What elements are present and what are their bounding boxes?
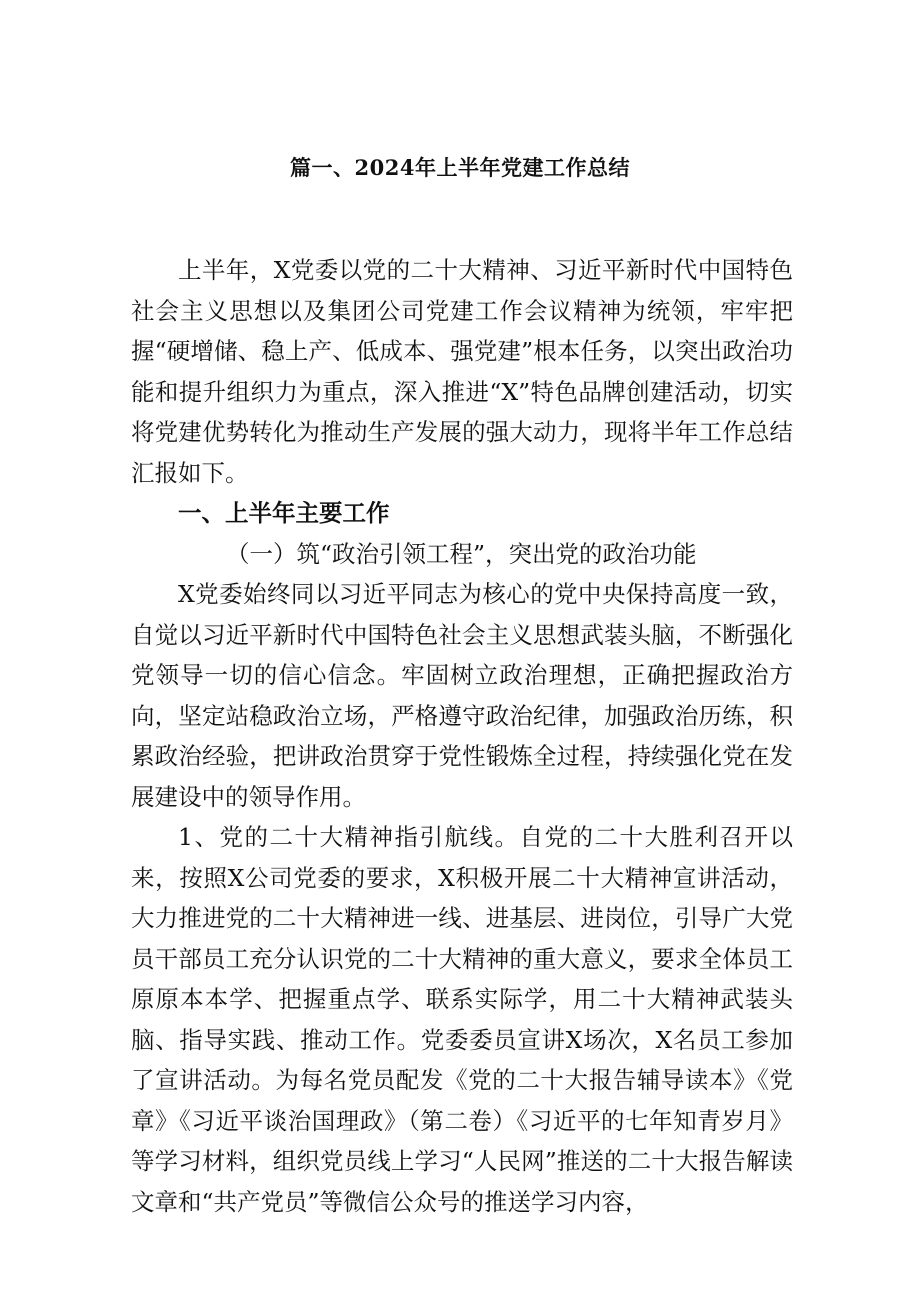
political-leadership-paragraph: X党委始终同以习近平同志为核心的党中央保持高度一致，自觉以习近平新时代中国特色社会主义思想武装头脑，不断强化党领导一切的信心信念。牢固树立政治理想，正确把握政治方向，坚定站稳政治立场，严格遵守政治纪律，加强政治历练，积累政治经验，把讲政治贯穿于党性锻炼全过程，持续强化党在发展建设中的领导作用。 (131, 580, 793, 811)
subsection-heading-political-leadership: （一）筑“政治引领工程”，突出党的政治功能 (226, 539, 697, 568)
document-title: 篇一、2024年上半年党建工作总结 (290, 155, 630, 180)
intro-paragraph: 上半年，X党委以党的二十大精神、习近平新时代中国特色社会主义思想以及集团公司党建工作会议精神为统领，牢牢把握“硬增储、稳上产、低成本、强党建”根本任务，以突出政治功能和提升组织力为重点，深入推进“X”特色品牌创建活动，切实将党建优势转化为推动生产发展的强大动力，现将半年工作总结汇报如下。 (131, 256, 793, 487)
document-body (131, 250, 793, 1222)
section-heading-main-work: 一、上半年主要工作 (178, 499, 390, 527)
item-1-paragraph: 1、党的二十大精神指引航线。自党的二十大胜利召开以来，按照X公司党委的要求，X积极开展二十大精神宣讲活动，大力推进党的二十大精神进一线、进基层、进岗位，引导广大党员干部员工充分认识党的二十大精神的重大意义，要求全体员工原原本本学、把握重点学、联系实际学，用二十大精神武装头脑、指导实践、推动工作。党委委员宣讲X场次，X名员工参加了宣讲活动。为每名党员配发《党的二十大报告辅导读本》《党章》《习近平谈治国理政》（第二卷）《习近平的七年知青岁月》等学习材料，组织党员线上学习“人民网”推送的二十大报告解读文章和“共产党员”等微信公众号的推送学习内容， (131, 823, 793, 1216)
